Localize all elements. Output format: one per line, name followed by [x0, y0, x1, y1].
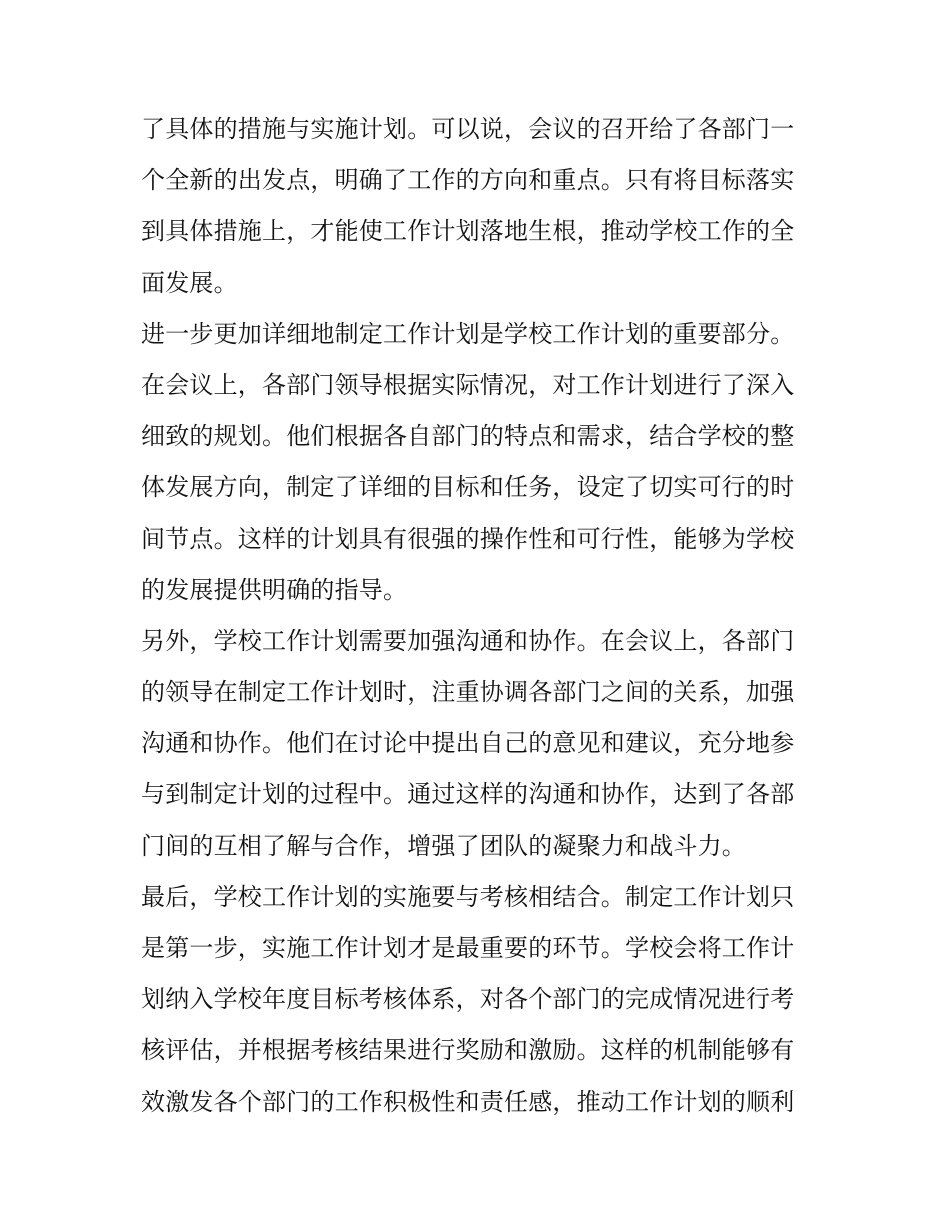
- text-line: 的发展提供明确的指导。: [141, 575, 408, 604]
- text-line: 门间的互相了解与合作，增强了团队的凝聚力和战斗力。: [141, 831, 746, 860]
- text-line: 间节点。这样的计划具有很强的操作性和可行性，能够为学校: [141, 524, 795, 553]
- text-line: 另外，学校工作计划需要加强沟通和协作。在会议上，各部门: [141, 626, 795, 655]
- text-line: 沟通和协作。他们在讨论中提出自己的意见和建议，充分地参: [141, 729, 795, 758]
- text-line: 是第一步，实施工作计划才是最重要的环节。学校会将工作计: [141, 934, 795, 962]
- text-line: 面发展。: [141, 268, 238, 297]
- text-line: 核评估，并根据考核结果进行奖励和激励。这样的机制能够有: [141, 1036, 795, 1065]
- text-line: 与到制定计划的过程中。通过这样的沟通和协作，达到了各部: [141, 780, 795, 809]
- text-line: 划纳入学校年度目标考核体系，对各个部门的完成情况进行考: [141, 985, 795, 1014]
- text-line: 进一步更加详细地制定工作计划是学校工作计划的重要部分。: [141, 319, 795, 348]
- text-line: 的领导在制定工作计划时，注重协调各部门之间的关系，加强: [141, 678, 795, 707]
- text-line: 细致的规划。他们根据各自部门的特点和需求，结合学校的整: [141, 422, 795, 451]
- body-text: [141, 104, 821, 1128]
- text-line: 最后，学校工作计划的实施要与考核相结合。制定工作计划只: [141, 882, 795, 911]
- text-line: 了具体的措施与实施计划。可以说，会议的召开给了各部门一: [141, 115, 795, 143]
- text-line: 体发展方向，制定了详细的目标和任务，设定了切实可行的时: [141, 473, 795, 502]
- text-line: 到具体措施上，才能使工作计划落地生根，推动学校工作的全: [141, 217, 795, 246]
- text-line: 个全新的出发点，明确了工作的方向和重点。只有将目标落实: [141, 166, 795, 195]
- text-line: 效激发各个部门的工作积极性和责任感，推动工作计划的顺利: [141, 1087, 795, 1116]
- text-line: 在会议上，各部门领导根据实际情况，对工作计划进行了深入: [141, 370, 795, 399]
